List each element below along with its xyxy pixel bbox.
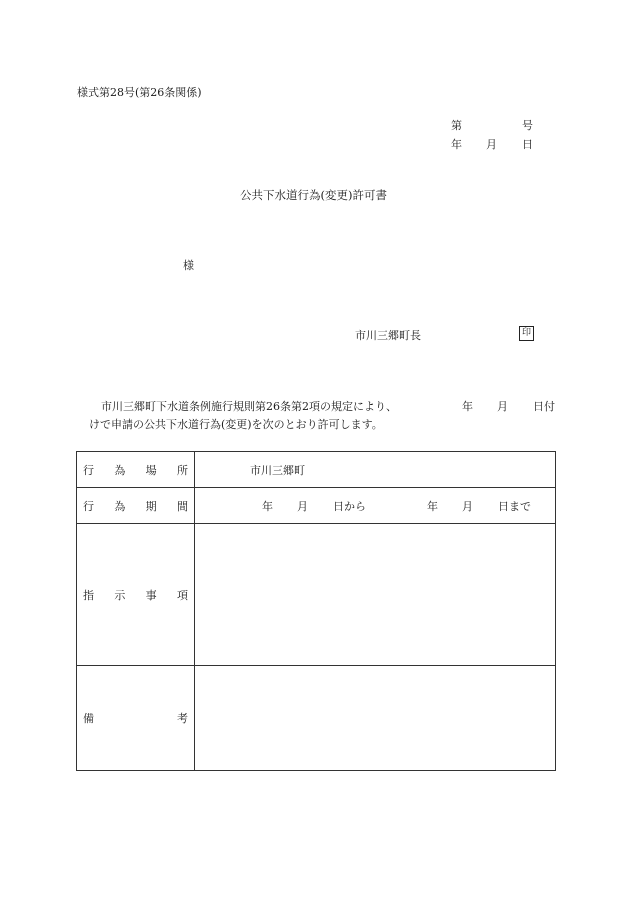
period-from-day: 日から [333,499,366,513]
period-from-month: 月 [297,499,308,513]
remarks-value-cell [195,666,555,770]
period-to-day: 日まで [498,499,531,513]
body-text-line-2: けで申請の公共下水道行為(変更)を次のとおり許可します。 [89,418,383,431]
body-text-line-1: 市川三郷町下水道条例施行規則第26条第2項の規定により、 [101,400,397,413]
period-label-char: 行 [83,499,94,513]
period-label [77,488,195,523]
instructions-label-char: 指 [83,588,94,602]
table-row-period [77,487,555,523]
period-label-char: 間 [176,499,188,513]
date-year-label: 年 [451,138,462,151]
document-title: 公共下水道行為(変更)許可書 [240,188,387,202]
remarks-label-char: 備 [83,712,94,725]
instructions-label [77,524,195,665]
period-value-cell [195,488,555,523]
instructions-label-char: 示 [114,588,126,602]
table-row-instructions [77,523,555,665]
instructions-label-char: 事 [145,588,157,602]
issuer-name: 市川三郷町長 [355,329,421,342]
period-from-year: 年 [262,499,273,513]
place-value-cell [195,452,555,487]
period-to-month: 月 [462,499,473,513]
place-label [77,452,195,487]
body-day-label: 日付 [533,400,555,413]
instructions-value-cell [195,524,555,665]
period-label-char: 為 [114,499,126,513]
period-to-year: 年 [427,499,438,513]
place-label-char: 為 [114,463,126,477]
addressee-suffix: 様 [183,259,194,272]
remarks-label [77,666,195,770]
remarks-label-char: 考 [177,712,188,725]
permit-table [76,451,556,771]
table-row-place [77,452,555,487]
body-month-label: 月 [497,400,508,413]
seal-mark: 印 [519,326,534,341]
place-label-char: 行 [83,463,94,477]
table-row-remarks [77,665,555,770]
number-suffix: 号 [522,119,533,132]
body-year-label: 年 [462,400,473,413]
form-reference: 様式第28号(第26条関係) [77,86,202,99]
place-label-char: 場 [145,463,157,477]
place-value: 市川三郷町 [250,463,305,477]
date-month-label: 月 [486,138,497,151]
instructions-label-char: 項 [176,588,188,602]
date-day-label: 日 [522,138,533,151]
place-label-char: 所 [176,463,188,477]
number-prefix: 第 [451,119,462,132]
period-label-char: 期 [145,499,157,513]
